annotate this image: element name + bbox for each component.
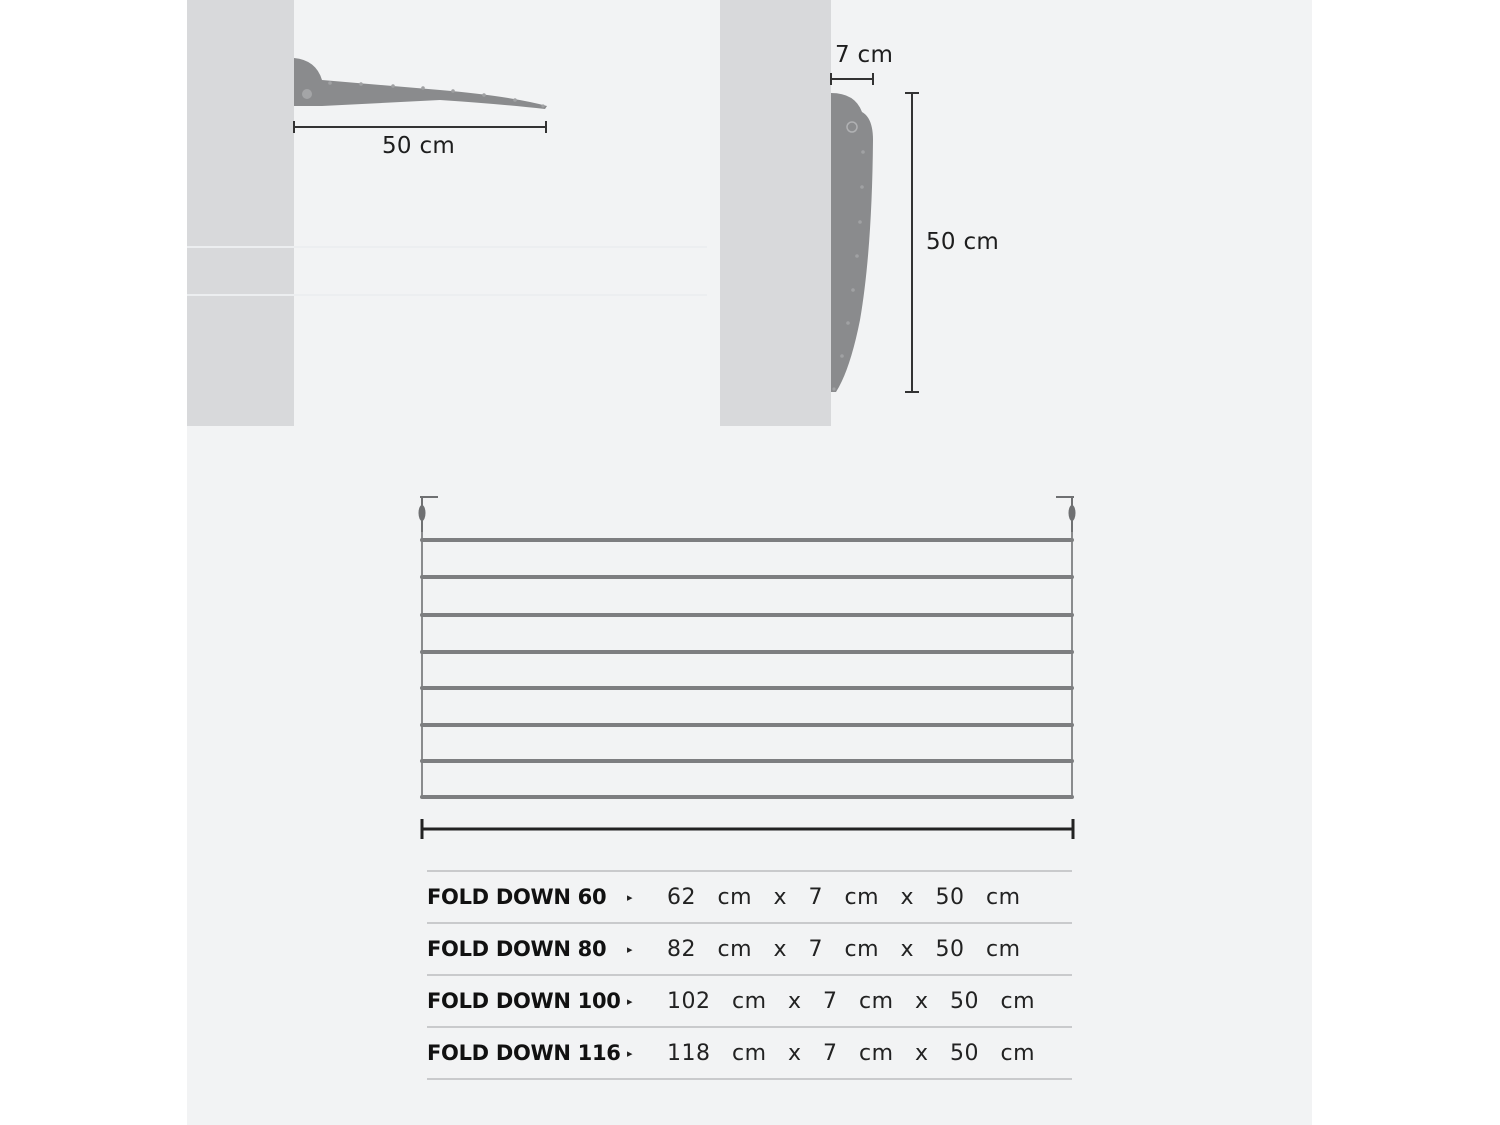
dimension-line-thickness	[831, 73, 873, 85]
model-dimensions: 82 cm x 7 cm x 50 cm	[667, 936, 1021, 962]
model-name: FOLD DOWN 100	[427, 989, 621, 1013]
arrow-icon: ▸	[627, 890, 633, 904]
model-dimensions: 62 cm x 7 cm x 50 cm	[667, 884, 1021, 910]
model-name: FOLD DOWN 60	[427, 885, 607, 909]
arrow-icon: ▸	[627, 994, 633, 1008]
model-dimensions: 102 cm x 7 cm x 50 cm	[667, 988, 1036, 1014]
dimension-line-height	[905, 93, 919, 392]
spec-row	[427, 1026, 1072, 1080]
spec-row	[427, 922, 1072, 974]
spec-row	[427, 870, 1072, 922]
height-label: 50 cm	[926, 229, 1000, 255]
depth-label: 50 cm	[382, 133, 456, 159]
thickness-label: 7 cm	[835, 42, 894, 68]
model-name: FOLD DOWN 116	[427, 1041, 621, 1065]
arrow-icon: ▸	[627, 942, 633, 956]
bracket-folded	[831, 93, 873, 392]
spec-row	[427, 974, 1072, 1026]
dimension-line-depth	[294, 121, 546, 133]
bracket-extended	[294, 58, 547, 109]
arrow-icon: ▸	[627, 1046, 633, 1060]
dimension-line-width	[422, 819, 1073, 839]
rack-front-view	[419, 497, 1076, 798]
model-dimensions: 118 cm x 7 cm x 50 cm	[667, 1040, 1036, 1066]
model-name: FOLD DOWN 80	[427, 937, 607, 961]
spec-table	[427, 870, 1072, 1080]
